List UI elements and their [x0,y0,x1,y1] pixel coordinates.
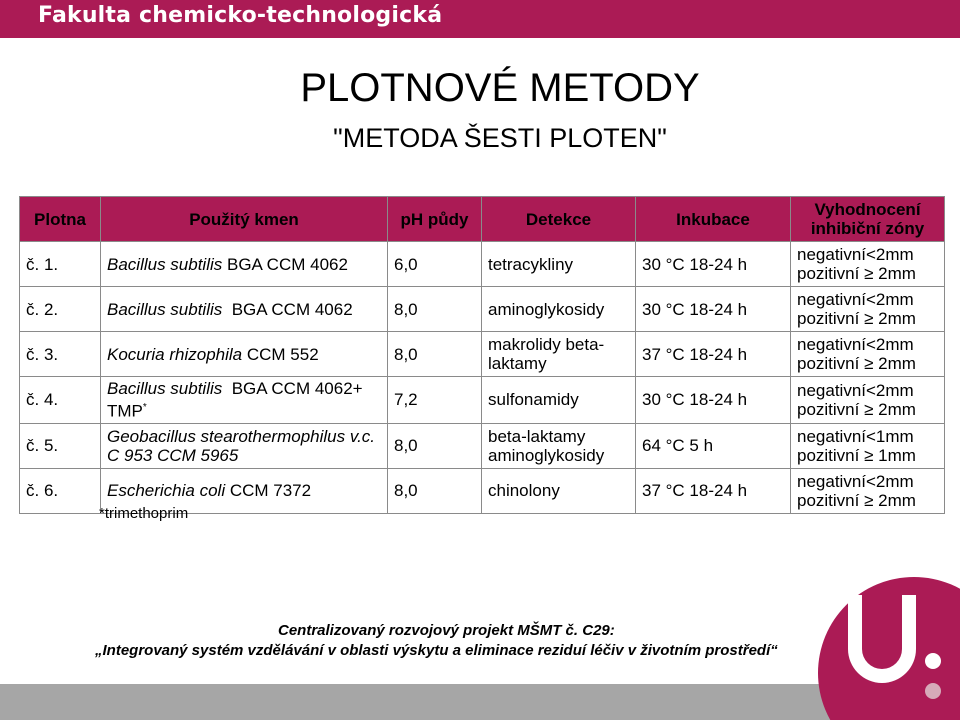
strain-species: Bacillus subtilis [107,299,223,319]
faculty-title: Fakulta chemicko-technologická [38,3,443,28]
strain-collection: v.c. C 953 CCM 5965 [107,426,376,465]
evaluation-positive: pozitivní ≥ 2mm [797,354,916,373]
cell-detection: tetracykliny [482,242,636,287]
table-header-row [20,197,945,242]
strain-species: Kocuria rhizophila [107,344,243,364]
strain-collection: BGA CCM 4062 [222,299,353,319]
cell-detection: sulfonamidy [482,377,636,424]
evaluation-negative: negativní<2mm [797,290,914,309]
cell-plate: č. 1. [20,242,101,287]
evaluation-negative: negativní<2mm [797,245,914,264]
table-row [20,332,945,377]
table-row [20,423,945,468]
page-subtitle: "METODA ŠESTI PLOTEN" [333,123,667,153]
cell-evaluation [791,468,945,513]
cell-incubation: 64 °C 5 h [636,423,791,468]
cell-incubation: 37 °C 18-24 h [636,468,791,513]
table-row [20,377,945,424]
u-logo-icon [808,575,960,720]
cell-ph: 6,0 [388,242,482,287]
evaluation-positive: pozitivní ≥ 1mm [797,445,916,465]
cell-strain [101,287,388,332]
cell-strain [101,242,388,287]
cell-incubation: 30 °C 18-24 h [636,287,791,332]
cell-detection: beta-laktamy aminoglykosidy [482,423,636,468]
plates-table [19,196,945,514]
header-evaluation: Vyhodnocení inhibiční zóny [791,197,945,242]
strain-species: Geobacillus stearothermophilus [107,426,346,446]
header-ph: pH půdy [388,197,482,242]
cell-detection: aminoglykosidy [482,287,636,332]
cell-evaluation [791,332,945,377]
evaluation-negative: negativní<2mm [797,335,914,354]
table-row [20,287,945,332]
footnote-marker: * [142,402,147,413]
cell-evaluation [791,287,945,332]
cell-incubation: 30 °C 18-24 h [636,377,791,424]
strain-species: Escherichia coli [107,481,226,501]
strain-species: Bacillus subtilis [107,254,223,274]
cell-incubation: 30 °C 18-24 h [636,242,791,287]
strain-collection: CCM 552 [242,344,319,364]
table-footnote: *trimethoprim [99,505,189,522]
header-incubation: Inkubace [636,197,791,242]
project-title: „Integrovaný systém vzdělávání v oblasti výskytu a eliminace reziduí léčiv v životním prostředí“ [95,642,778,659]
strain-species: Bacillus subtilis [107,379,223,398]
cell-strain [101,423,388,468]
strain-collection: CCM 7372 [225,481,312,501]
evaluation-positive: pozitivní ≥ 2mm [797,264,916,283]
cell-strain [101,377,388,424]
strain-collection: BGA CCM 4062+ TMP [107,379,368,421]
evaluation-negative: negativní<2mm [797,380,914,400]
header-detection: Detekce [482,197,636,242]
cell-ph: 8,0 [388,423,482,468]
cell-evaluation [791,377,945,424]
cell-incubation: 37 °C 18-24 h [636,332,791,377]
cell-detection: makrolidy beta-laktamy [482,332,636,377]
cell-plate: č. 6. [20,468,101,513]
project-line: Centralizovaný rozvojový projekt MŠMT č. C29: [278,622,615,639]
evaluation-negative: negativní<2mm [797,471,914,491]
cell-plate: č. 3. [20,332,101,377]
strain-collection: BGA CCM 4062 [222,254,348,274]
cell-ph: 8,0 [388,287,482,332]
cell-plate: č. 2. [20,287,101,332]
header-bar [0,0,960,38]
cell-ph: 8,0 [388,468,482,513]
header-plate: Plotna [20,197,101,242]
page-title: PLOTNOVÉ METODY [300,66,700,110]
evaluation-positive: pozitivní ≥ 2mm [797,490,916,510]
cell-plate: č. 5. [20,423,101,468]
header-strain: Použitý kmen [101,197,388,242]
cell-evaluation [791,423,945,468]
cell-strain [101,332,388,377]
evaluation-positive: pozitivní ≥ 2mm [797,399,916,419]
evaluation-positive: pozitivní ≥ 2mm [797,309,916,328]
cell-detection: chinolony [482,468,636,513]
cell-ph: 7,2 [388,377,482,424]
cell-plate: č. 4. [20,377,101,424]
cell-evaluation [791,242,945,287]
evaluation-negative: negativní<1mm [797,426,914,446]
cell-ph: 8,0 [388,332,482,377]
table-row [20,242,945,287]
